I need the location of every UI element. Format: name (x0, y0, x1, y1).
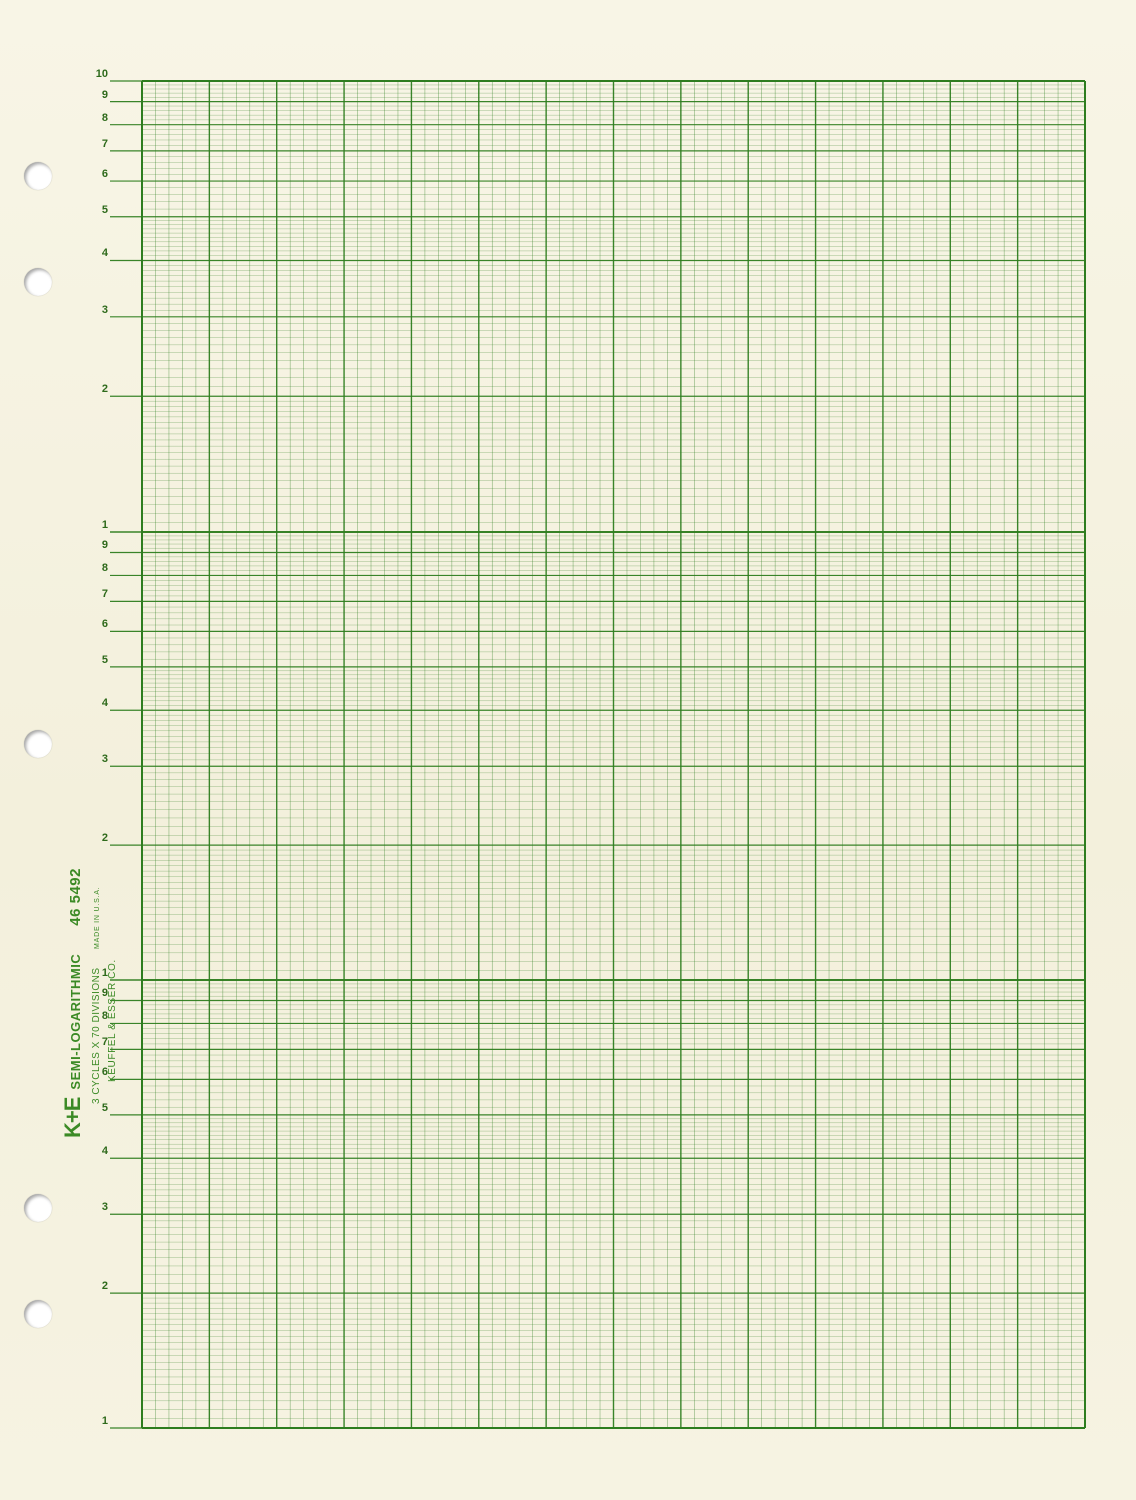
axis-tick-label: 5 (101, 203, 108, 216)
axis-tick-label: 2 (101, 383, 108, 396)
axis-tick-label: 3 (101, 753, 108, 766)
axis-tick-label: 10 (95, 68, 108, 80)
axis-tick-label: 8 (101, 1010, 108, 1023)
axis-tick-label: 2 (101, 1280, 108, 1293)
axis-tick-label: 6 (101, 168, 108, 181)
axis-tick-label: 9 (101, 88, 108, 101)
manufacturer-name: KEUFFEL & ESSER CO. (107, 959, 118, 1082)
axis-tick-label: 4 (101, 697, 108, 710)
axis-tick-label: 1 (101, 1415, 108, 1427)
axis-tick-label: 7 (101, 137, 108, 150)
axis-tick-label: 8 (101, 562, 108, 575)
axis-tick-label: 2 (101, 832, 108, 845)
made-in-label: MADE IN U.S.A. (94, 886, 101, 949)
axis-tick-label: 6 (101, 1066, 108, 1079)
axis-tick-label: 7 (101, 1036, 108, 1049)
axis-tick-label: 5 (101, 1101, 108, 1114)
axis-tick-label: 4 (101, 1145, 108, 1158)
axis-tick-label: 9 (101, 987, 108, 1000)
axis-tick-label: 9 (101, 539, 108, 552)
axis-tick-label: 3 (101, 1201, 108, 1214)
paper-title: SEMI-LOGARITHMIC (68, 953, 83, 1090)
paper-subtitle: 3 CYCLES X 70 DIVISIONS (91, 967, 102, 1104)
axis-tick-label: 1 (101, 519, 108, 531)
catalog-number: 46 5492 (67, 868, 84, 926)
axis-tick-label: 8 (101, 111, 108, 124)
manufacturer-imprint (60, 868, 118, 1138)
axis-tick-label: 5 (101, 653, 108, 666)
axis-tick-label: 3 (101, 303, 108, 316)
ke-logo: K+E (60, 1097, 85, 1138)
axis-tick-label: 7 (101, 588, 108, 601)
axis-tick-label: 1 (101, 967, 108, 979)
axis-tick-label: 6 (101, 618, 108, 631)
axis-tick-label: 4 (101, 247, 108, 260)
